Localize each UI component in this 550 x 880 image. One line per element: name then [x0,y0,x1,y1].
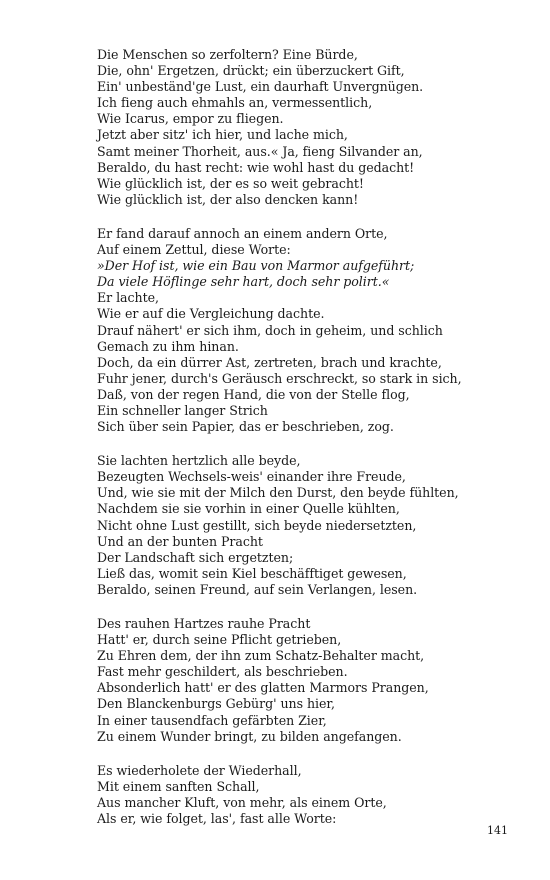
verse-line: Auf einem Zettul, diese Worte: [97,242,291,258]
verse-line: Ein schneller langer Strich [97,402,268,418]
stanza [97,763,517,827]
verse-line: Ließ das, womit sein Kiel beschäfftiget gewesen, [97,565,407,581]
verse-line: Ich fieng auch ehmahls an, vermessentlich, [97,95,373,111]
verse-line: Wie er auf die Vergleichung dachte. [97,306,325,322]
verse-line: Die, ohn' Ergetzen, drückt; ein überzuckert Gift, [97,63,405,79]
verse-line: Er fand darauf annoch an einem andern Orte, [97,225,388,241]
stanza [97,616,517,745]
stanza [97,453,517,598]
verse-line: Den Blanckenburgs Gebürg' uns hier, [97,696,335,712]
verse-line: Samt meiner Thorheit, aus.« Ja, fieng Silvander an, [97,143,423,159]
stanza [97,226,517,435]
verse-line: Wie glücklich ist, der es so weit gebracht! [97,175,364,191]
verse-line: Und, wie sie mit der Milch den Durst, den beyde fühlten, [97,485,459,501]
verse-line: Sie lachten hertzlich alle beyde, [97,453,301,469]
verse-line: Drauf nähert' er sich ihm, doch in geheim, und schlich [97,322,443,338]
verse-line: Der Landschaft sich ergetzten; [97,549,294,565]
verse-line: Absonderlich hatt' er des glatten Marmors Prangen, [97,680,429,696]
verse-line: Daß, von der regen Hand, die von der Stelle flog, [97,386,410,402]
verse-line: Fast mehr geschildert, als beschrieben. [97,664,348,680]
verse-line: In einer tausendfach gefärbten Zier, [97,712,327,728]
verse-line: Wie glücklich ist, der also dencken kann! [97,191,359,207]
verse-line: Beraldo, du hast recht: wie wohl hast du gedacht! [97,159,415,175]
verse-line: Des rauhen Hartzes rauhe Pracht [97,616,311,631]
verse-line: Zu Ehren dem, der ihn zum Schatz-Behalter macht, [97,648,425,664]
quoted-line: »Der Hof ist, wie ein Bau von Marmor aufgeführt; [97,258,415,274]
stanza [97,47,517,208]
verse-line: Die Menschen so zerfoltern? Eine Bürde, [97,47,358,62]
verse-line: Doch, da ein dürrer Ast, zertreten, brach und krachte, [97,354,442,370]
verse-line: Mit einem sanften Schall, [97,778,260,794]
verse-line: Nicht ohne Lust gestillt, sich beyde niedersetzten, [97,517,417,533]
verse-line: Sich über sein Papier, das er beschrieben, zog. [97,419,394,435]
page-number: 141 [487,824,508,837]
verse-line: Er lachte, [97,290,159,306]
verse-line: Zu einem Wunder bringt, zu bilden angefangen. [97,728,402,744]
verse-line: Jetzt aber sitz' ich hier, und lache mich, [97,127,348,143]
verse-line: Ein' unbeständ'ge Lust, ein daurhaft Unvergnügen. [97,79,424,95]
verse-line: Es wiederholete der Wiederhall, [97,762,302,778]
verse-line: Fuhr jener, durch's Geräusch erschreckt, so stark in sich, [97,370,462,386]
verse-line: Wie Icarus, empor zu fliegen. [97,111,284,127]
verse-line: Hatt' er, durch seine Pflicht getrieben, [97,632,342,648]
verse-line: Aus mancher Kluft, von mehr, als einem Orte, [97,794,387,810]
verse-line: Bezeugten Wechsels-weis' einander ihre Freude, [97,469,406,485]
verse-line: Nachdem sie sie vorhin in einer Quelle kühlten, [97,501,400,517]
verse-line: Beraldo, seinen Freund, auf sein Verlangen, lesen. [97,581,418,597]
verse-line: Als er, wie folget, las', fast alle Worte: [97,811,337,827]
quoted-line: Da viele Höflinge sehr hart, doch sehr polirt.« [97,274,390,290]
verse-line: Und an der bunten Pracht [97,533,263,549]
poem-text [97,47,517,845]
verse-line: Gemach zu ihm hinan. [97,338,239,354]
